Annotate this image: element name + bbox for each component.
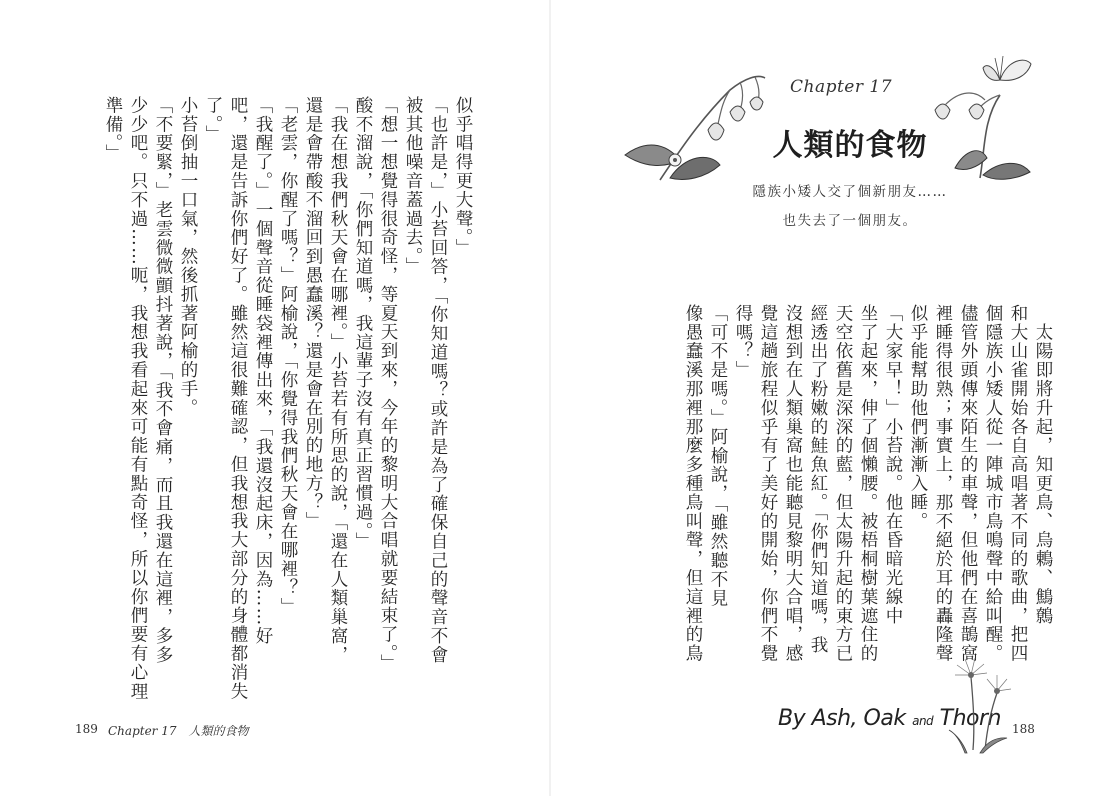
page-number: 188 — [1012, 722, 1035, 736]
text-column: 覺這趟旅程似乎有了美好的開始，你們不覺 — [758, 304, 778, 664]
text-column: 「想一想覺得很奇怪，等夏天到來，今年的黎明大合唱就要結束了。」 — [378, 96, 398, 674]
text-column: 得嗎？」 — [733, 304, 753, 380]
text-column: 小苔倒抽一口氣，然後抓著阿榆的手。 — [178, 96, 198, 418]
text-column: 「大家早！」小苔說。他在昏暗光線中 — [883, 304, 903, 626]
text-column: 和大山雀開始各自高唱著不同的歌曲，把四 — [1008, 304, 1028, 664]
text-column: 準備。」 — [103, 96, 123, 163]
text-column: 太陽即將升起，知更鳥、烏鶇、鷦鷯 — [1033, 304, 1053, 626]
text-column: 「也許是，」小苔回答，「你知道嗎？或許是為了確保自己的聲音不會 — [428, 96, 448, 665]
butterfly-flower-icon — [925, 50, 1040, 185]
right-body-text — [635, 304, 1055, 664]
text-column: 坐了起來，伸了個懶腰。被梧桐樹葉遮住的 — [858, 304, 878, 664]
text-column: 酸不溜說，「你們知道嗎，我這輩子沒有真正習慣過。」 — [353, 96, 373, 551]
right-page — [550, 0, 1100, 796]
text-column: 天空依舊是深深的藍，但太陽升起的東方已 — [833, 304, 853, 664]
text-column: 「可不是嗎。」阿榆說，「雖然聽不見 — [708, 304, 728, 608]
text-column: 「我醒了。」一個聲音從睡袋裡傳出來，「我還沒起床，因為……好 — [253, 96, 273, 646]
text-column: 還是會帶酸不溜回到愚蠢溪？還是會在別的地方？」 — [303, 96, 323, 531]
text-column: 裡睡得很熟；事實上，那不絕於耳的轟隆聲 — [933, 304, 953, 664]
left-body-text — [75, 96, 475, 701]
text-column: 了。」 — [203, 96, 223, 144]
text-column: 被其他噪音蓋過去。」 — [403, 96, 423, 277]
logo-text: Thorn — [939, 706, 1002, 731]
logo-text: and — [912, 714, 934, 728]
logo-text: By Ash, Oak — [778, 706, 906, 731]
bluebell-flower-icon — [620, 60, 770, 190]
text-column: 「不要緊，」老雲微微顫抖著說，「我不會痛，而且我還在這裡，多多 — [153, 96, 173, 665]
text-column: 似乎能幫助他們漸漸入睡。 — [908, 304, 928, 531]
chapter-label: Chapter 17 — [790, 77, 893, 97]
text-column: 似乎唱得更大聲。」 — [453, 96, 473, 258]
text-column: 像愚蠢溪那裡那麼多種鳥叫聲，但這裡的鳥 — [683, 304, 703, 664]
text-column: 「老雲，你醒了嗎？」阿榆說，「你覺得我們秋天會在哪裡？」 — [278, 96, 298, 617]
chapter-subtitle: 隱族小矮人交了個新朋友…… — [752, 184, 948, 200]
text-column: 沒想到在人類巢窩也能聽見黎明大合唱，感 — [783, 304, 803, 664]
dandelion-icon — [945, 645, 1015, 755]
text-column: 個隱族小矮人從一陣城市鳥鳴聲中給叫醒。 — [983, 304, 1003, 664]
text-column: 儘管外頭傳來陌生的車聲，但他們在喜鵲窩 — [958, 304, 978, 664]
page-number: 189 — [75, 722, 98, 736]
text-column: 吧，還是告訴你們好了。雖然這很難確認，但我想我大部分的身體都消失 — [228, 96, 248, 701]
text-column: 少少吧。只不過……呃，我想我看起來可能有點奇怪，所以你們要有心理 — [128, 96, 148, 701]
running-head: Chapter 17 人類的食物 — [108, 724, 249, 738]
text-column: 經透出了粉嫩的鮭魚紅。「你們知道嗎，我 — [808, 304, 828, 655]
chapter-title: 人類的食物 — [772, 128, 928, 163]
text-column: 「我在想我們秋天會在哪裡。」小苔若有所思的說，「還在人類巢窩， — [328, 96, 348, 665]
chapter-subtitle: 也失去了一個朋友。 — [782, 213, 918, 229]
